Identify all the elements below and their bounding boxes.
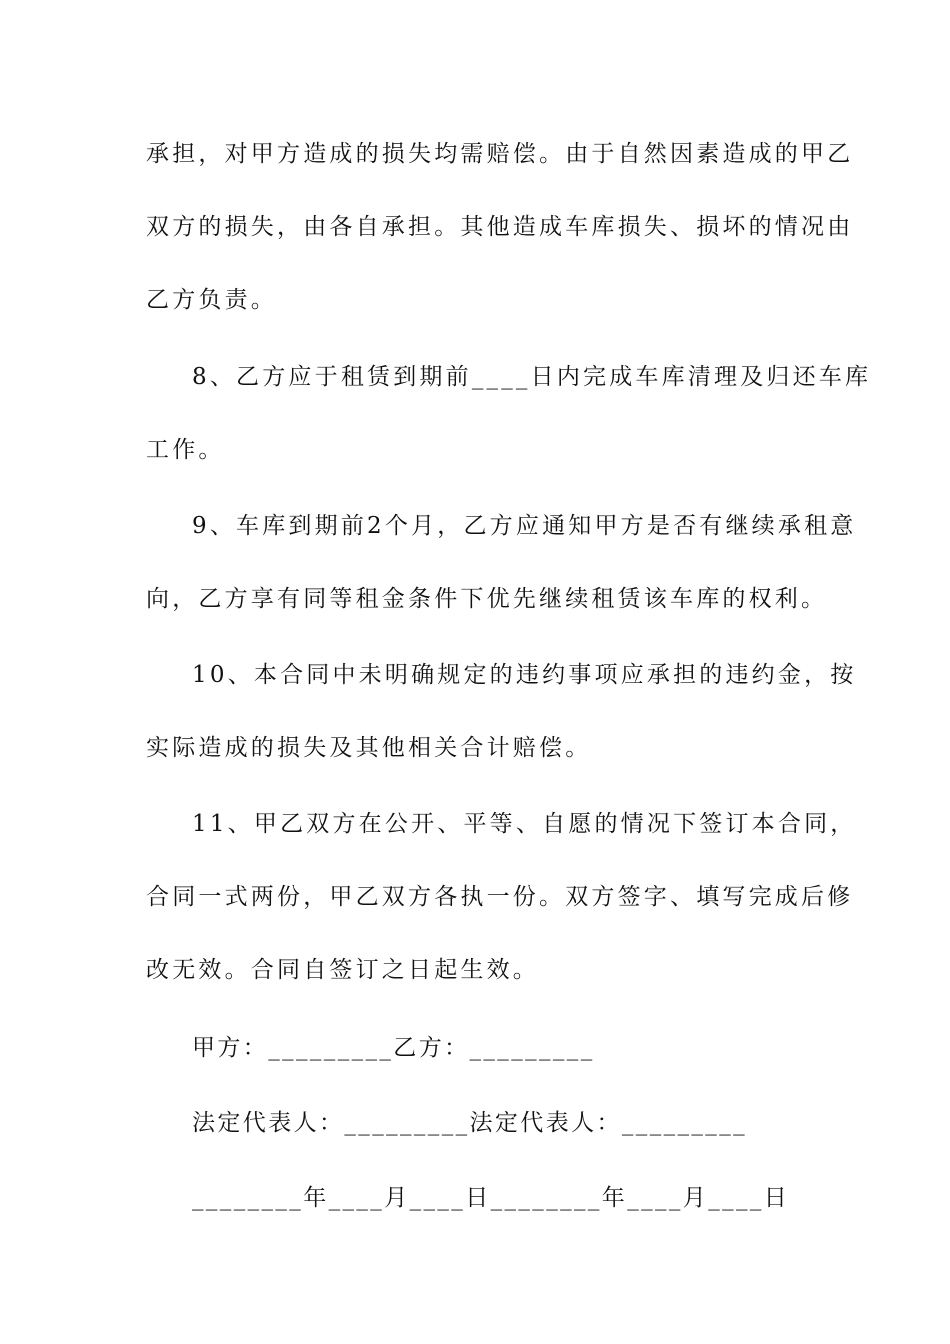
clause-10-line-2: 实际造成的损失及其他相关合计赔偿。 bbox=[146, 735, 592, 761]
signature-representatives: 法定代表人：_________法定代表人：_________ bbox=[192, 1110, 747, 1136]
clause-11-line-2: 合同一式两份，甲乙双方各执一份。双方签字、填写完成后修 bbox=[146, 884, 854, 910]
clause-11-line-3: 改无效。合同自签订之日起生效。 bbox=[146, 957, 539, 983]
clause-9-line-1: 9、车库到期前2个月，乙方应通知甲方是否有继续承租意 bbox=[192, 513, 857, 539]
clause-11-line-1: 11、甲乙双方在公开、平等、自愿的情况下签订本合同， bbox=[192, 811, 857, 837]
signature-dates: ________年____月____日________年____月____日 bbox=[192, 1185, 790, 1211]
clause-9-line-2: 向，乙方享有同等租金条件下优先继续租赁该车库的权利。 bbox=[146, 586, 828, 612]
clause-8-line-1: 8、乙方应于租赁到期前____日内完成车库清理及归还车库 bbox=[192, 364, 872, 390]
paragraph-line-1: 承担，对甲方造成的损失均需赔偿。由于自然因素造成的甲乙 bbox=[146, 141, 854, 167]
paragraph-line-3: 乙方负责。 bbox=[146, 287, 277, 313]
clause-8-line-2: 工作。 bbox=[146, 437, 225, 463]
clause-10-line-1: 10、本合同中未明确规定的违约事项应承担的违约金，按 bbox=[192, 662, 857, 688]
paragraph-line-2: 双方的损失，由各自承担。其他造成车库损失、损坏的情况由 bbox=[146, 214, 854, 240]
signature-parties: 甲方：_________乙方：_________ bbox=[192, 1035, 595, 1061]
